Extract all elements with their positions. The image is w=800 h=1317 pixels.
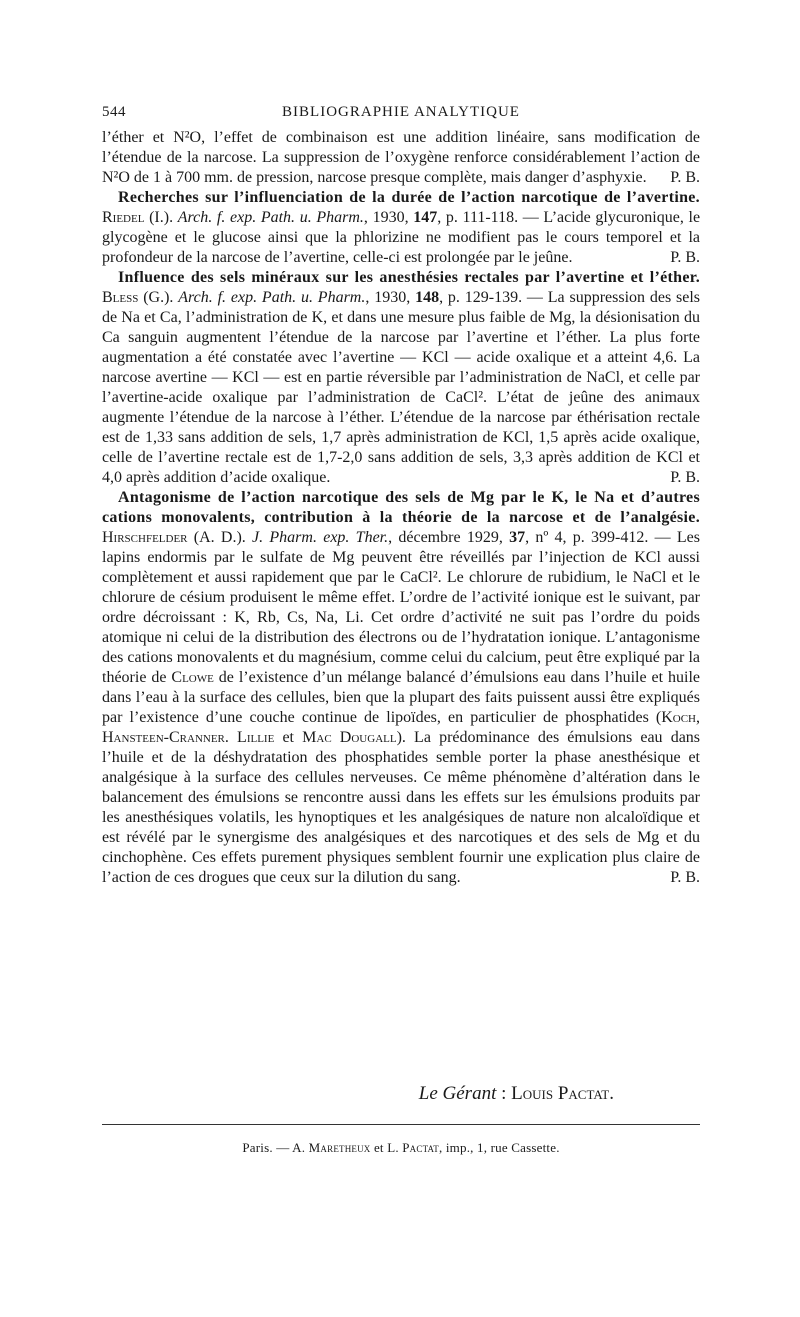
printer-mid: et L. bbox=[370, 1140, 403, 1155]
entry-initials: (A. D.). bbox=[187, 529, 253, 546]
page-number: 544 bbox=[102, 104, 126, 120]
entry-initials: (I.). bbox=[144, 209, 178, 226]
cited-author-hansteen-cranner: Hansteen-Cranner bbox=[102, 729, 225, 746]
entry-pages: , p. 129-139. bbox=[439, 289, 523, 306]
entry-year: , 1930, bbox=[365, 289, 416, 306]
entry-journal: J. Pharm. exp. Ther. bbox=[252, 529, 389, 546]
cited-author-clowe: Clowe bbox=[171, 669, 214, 686]
entry-text-part-b: de l’existence d’un mélange balancé d’émulsions eau dans l’huile et huile dans l’eau à la surface des cellules, bien que la plupart des faits puissent aussi être expliqués par l’existence d’une couche continue de lipoïdes, en particulier de phosphatides ( bbox=[102, 669, 700, 726]
entry-text-part-c: ). La prédominance des émulsions eau dans l’huile et de la déshydratation des phosphatides semble porter la phase anesthésique et analgésique à la surface des cellules nerveuses. Ce même phénomène d’altération dans le balancement des émulsions se rencontre aussi dans les effets sur les émulsions produits par les anesthésiques volatils, les hynoptiques et les analgésiques de nature non alcaloïdique et est révélé par le synergisme des analgésiques et des narcotiques et des sels de Mg et du cinchophène. Ces effets purement physiques semblent fournir une explication plus claire de l’action de ces drogues que ceux sur la dilution du sang. bbox=[102, 729, 701, 886]
entry-volume: 37 bbox=[509, 529, 526, 546]
printer-name-2: Pactat bbox=[402, 1140, 439, 1155]
entry-author: Riedel bbox=[102, 209, 145, 226]
entry-journal: Arch. f. exp. Path. u. Pharm. bbox=[177, 209, 364, 226]
continuation-text: l’éther et N²O, l’effet de combinaison est une addition linéaire, sans modification de l’étendue de la narcose. La suppression de l’oxygène renforce considérablement l’action de N²O de 1 à 700 mm. de pression, narcose presque complète, mais danger d’asphyxie. bbox=[102, 129, 700, 186]
printer-name-1: Maretheux bbox=[308, 1140, 371, 1155]
separator: et bbox=[274, 729, 303, 746]
entry-title: Antagonisme de l’action narcotique des sels de Mg par le K, le Na et d’autres cations monovalents, contribution à la théorie de la narcose et de l’analgésie. bbox=[102, 489, 700, 526]
entry-year: , décembre 1929, bbox=[388, 529, 510, 546]
entry-author: Hirschfelder bbox=[102, 529, 188, 546]
entry-riedel bbox=[102, 188, 700, 268]
entry-initials: (G.). bbox=[138, 289, 179, 306]
entry-text: — L’acide glycuronique, le glycogène et le glucose ainsi que la phlorizine ne modifient pas le cours temporel et la profondeur de la narcose de l’avertine, celle-ci est prolongée par le jeûne. bbox=[102, 209, 701, 266]
entry-title: Recherches sur l’influenciation de la durée de l’action narcotique de l’avertine. bbox=[118, 189, 700, 206]
entry-volume: 148 bbox=[415, 289, 440, 306]
separator: . bbox=[224, 729, 238, 746]
entry-volume: 147 bbox=[413, 209, 438, 226]
entry-year: , 1930, bbox=[363, 209, 414, 226]
signature: P. B. bbox=[670, 249, 700, 266]
entry-journal: Arch. f. exp. Path. u. Pharm. bbox=[178, 289, 366, 306]
entry-text-part-a: — Les lapins endormis par le sulfate de Mg peuvent être réveillés par l’injection de KCl aussi complètement et aussi rapidement que par le CaCl². Le chlorure de rubidium, le NaCl et le chlorure de césium produisent le même effet. L’ordre de l’activité ionique est le suivant, par ordre décroissant : K, Rb, Cs, Na, Li. Cet ordre d’activité ne suit pas l’ordre du poids atomique ni celui de la distribution des électrons ou de l’hydratation ionique. L’antagonisme des cations monovalents et du magnésium, comme celui du calcium, peut être expliqué par la théorie de bbox=[102, 529, 701, 686]
continuation-paragraph bbox=[102, 128, 700, 188]
separator: , bbox=[696, 709, 700, 726]
gerant-line bbox=[102, 1083, 614, 1105]
page-header bbox=[102, 104, 700, 124]
entry-title: Influence des sels minéraux sur les anesthésies rectales par l’avertine et l’éther. bbox=[118, 269, 700, 286]
cited-author-koch: Koch bbox=[661, 709, 696, 726]
entry-hirschfelder bbox=[102, 488, 700, 888]
printer-suffix: , imp., 1, rue Cassette. bbox=[438, 1140, 560, 1155]
entry-author: Bless bbox=[102, 289, 139, 306]
printer-imprint bbox=[102, 1140, 700, 1156]
gerant-name: Louis Pactat. bbox=[511, 1083, 614, 1104]
gerant-label: Le Gérant bbox=[418, 1083, 497, 1104]
gerant-colon: : bbox=[496, 1083, 512, 1104]
page-body bbox=[102, 128, 700, 888]
printer-prefix: Paris. — A. bbox=[242, 1140, 309, 1155]
signature: P. B. bbox=[670, 169, 700, 186]
signature: P. B. bbox=[670, 469, 700, 486]
cited-author-mac-dougall: Mac Dougall bbox=[302, 729, 397, 746]
entry-text: — La suppression des sels de Na et Ca, l’administration de K, et dans une mesure plus faible de Mg, la désionisation du Ca sanguin augmentent l’étendue de la narcose par l’avertine et l’éther. La plus forte augmentation a été constatée avec l’avertine — KCl — acide oxalique et a atteint 4,6. La narcose avertine — KCl — est en partie réversible par l’administration de NaCl, et celle par l’avertine-acide oxalique par l’administration de CaCl². L’état de jeûne des animaux augmente l’étendue de la narcose à l’éther. L’étendue de la narcose par éthérisation rectale est de 1,33 sans addition de sels, 1,7 après administration de KCl, 1,5 après acide oxalique, celle de l’avertine rectale est de 1,7-2,0 sans addition de sels, 3,3 après addition de KCl et 4,0 après addition d’acide oxalique. bbox=[102, 289, 701, 486]
entry-bless bbox=[102, 268, 700, 488]
footer-rule bbox=[102, 1124, 700, 1125]
cited-author-lillie: Lillie bbox=[237, 729, 275, 746]
signature: P. B. bbox=[670, 869, 700, 886]
entry-pages: , p. 111-118. bbox=[437, 209, 519, 226]
running-title: BIBLIOGRAPHIE ANALYTIQUE bbox=[282, 104, 520, 120]
entry-pages: , nº 4, p. 399-412. bbox=[525, 529, 649, 546]
